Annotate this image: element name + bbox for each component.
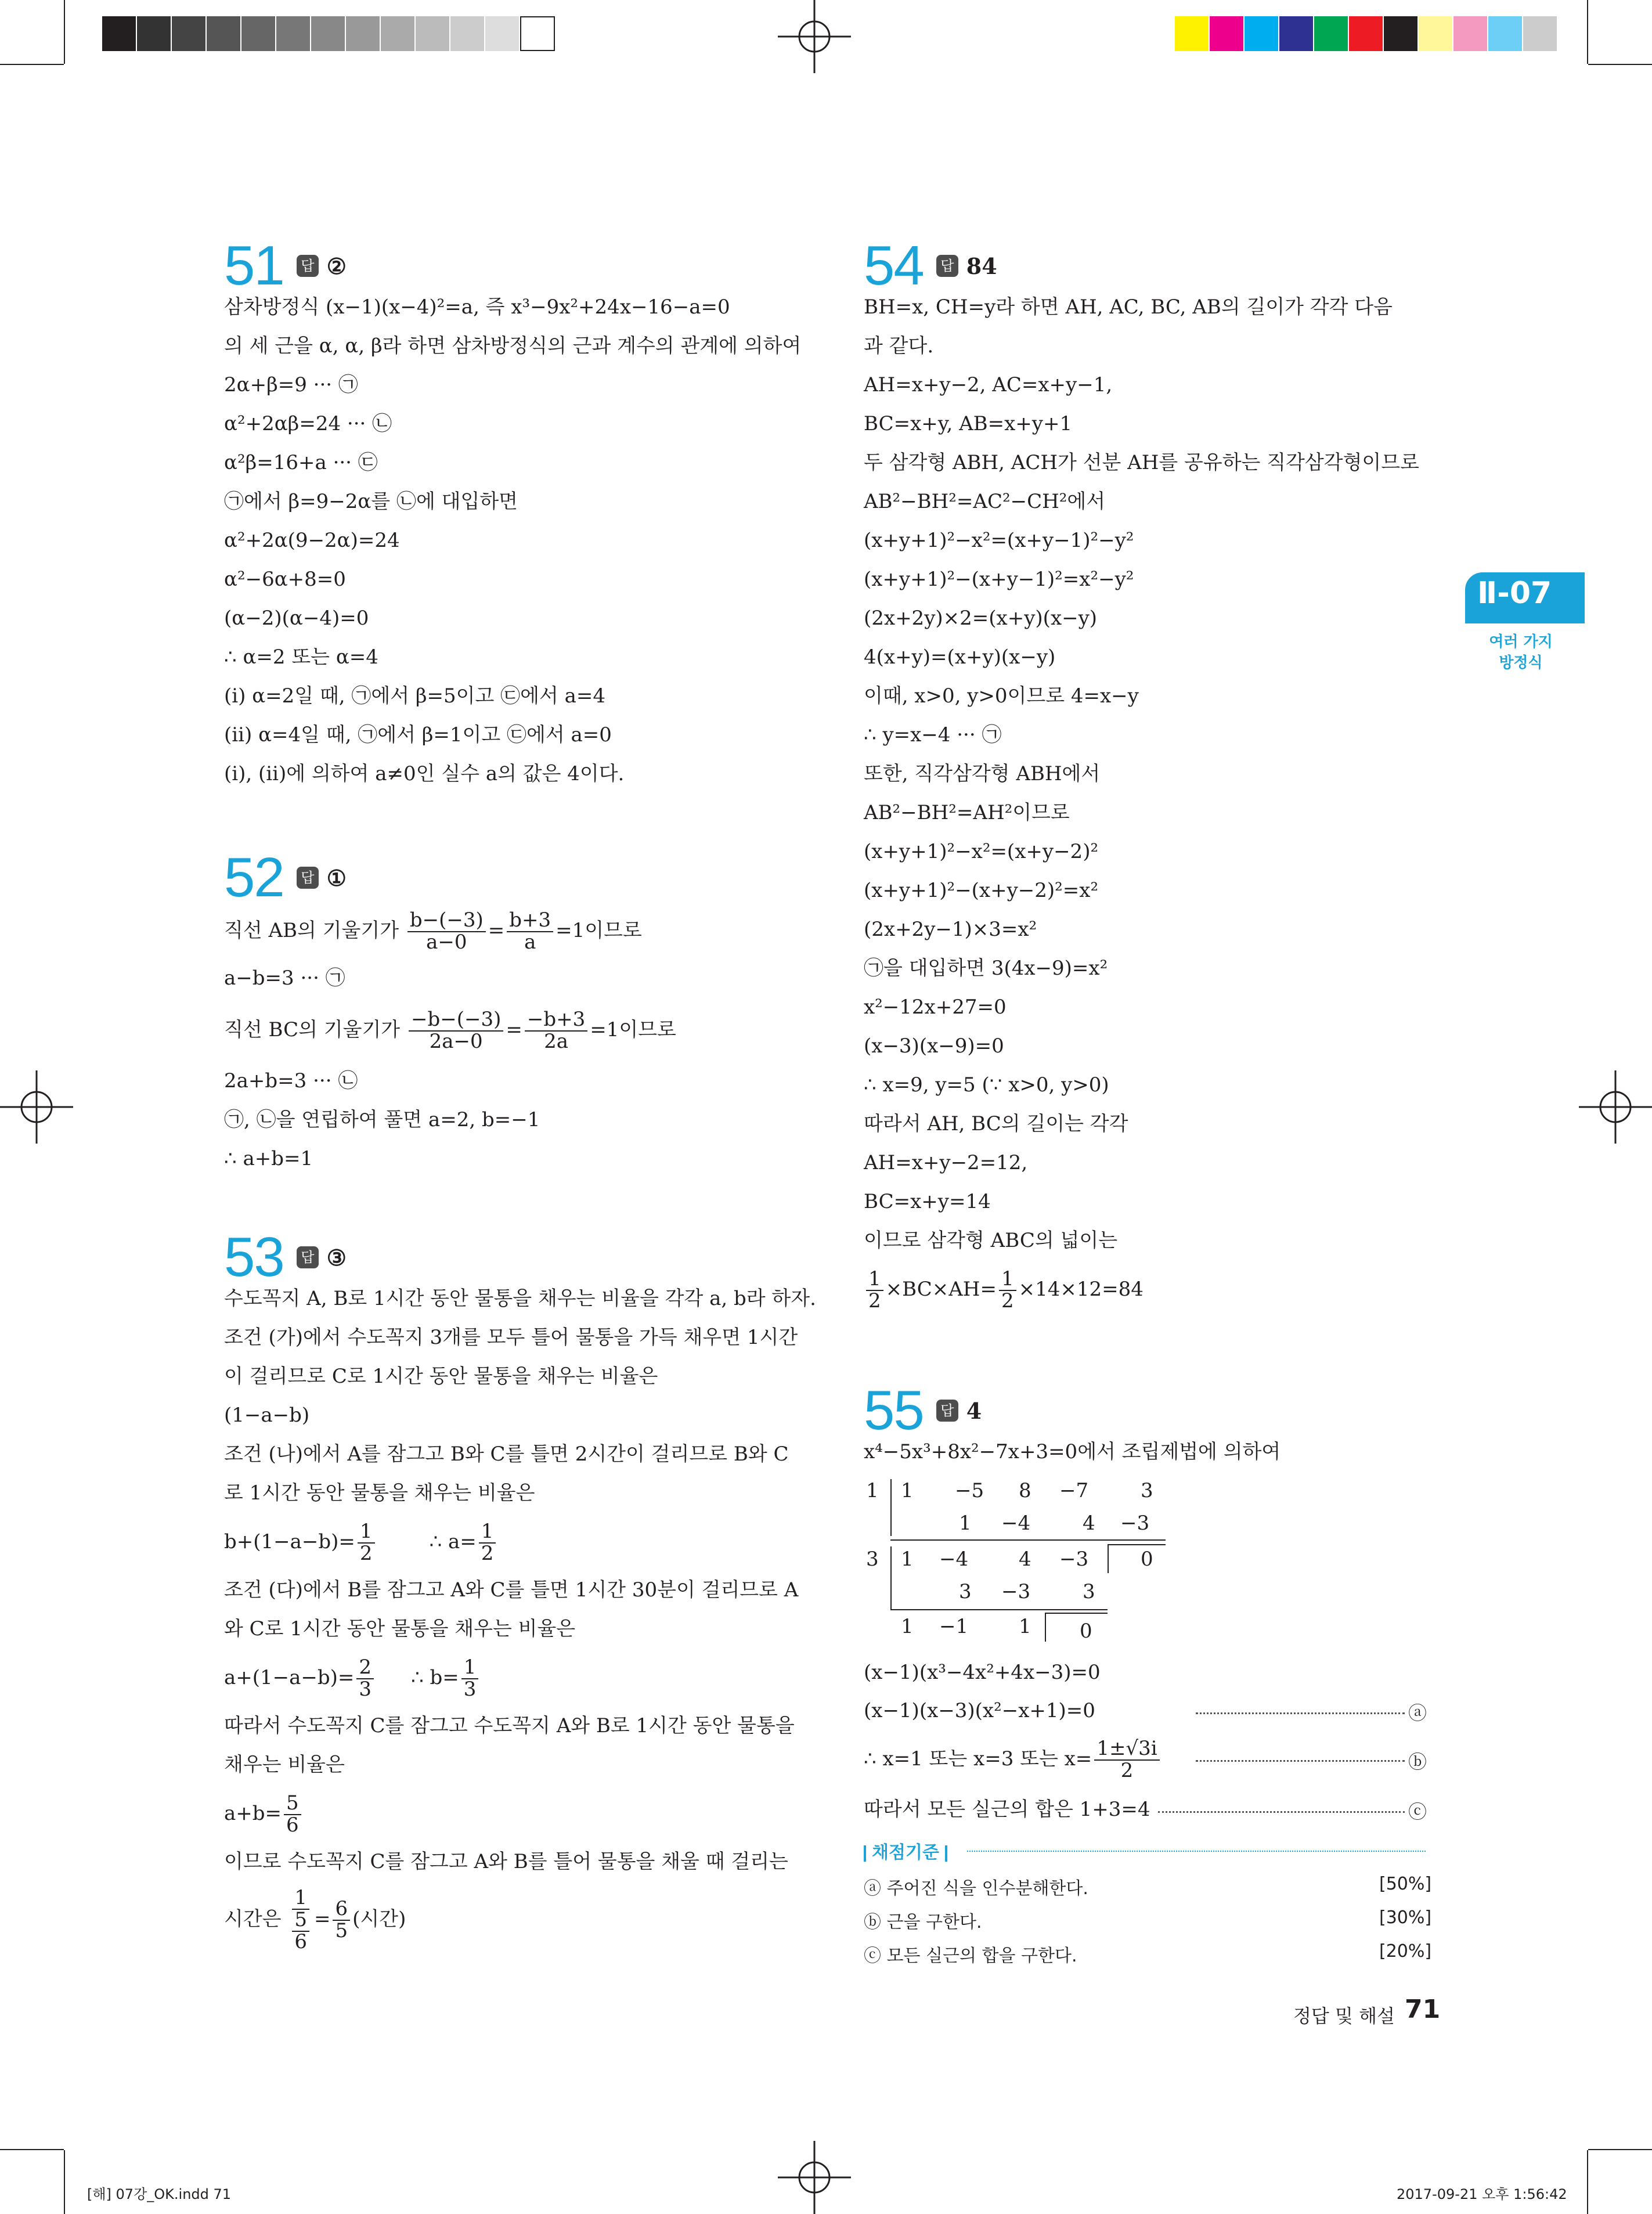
criteria-divider <box>967 1851 1426 1852</box>
problem-number: 51 <box>224 235 284 297</box>
criteria-item: ⓐ 주어진 식을 인수분해한다. <box>864 1878 1088 1899</box>
color-swatch <box>1523 16 1558 51</box>
solution-line: (2x+2y−1)×3=x² <box>864 918 1037 941</box>
criteria-item: ⓒ 모든 실근의 합을 구한다. <box>864 1946 1077 1966</box>
problem-52 <box>224 846 816 1178</box>
fraction: $\frac{-b-(-3)}{2a-0}$ <box>409 1009 503 1052</box>
solution-line: 와 C로 1시간 동안 물통을 채우는 비율은 <box>224 1617 576 1640</box>
crop-mark <box>1587 2150 1588 2214</box>
dotted-leader <box>1196 1760 1405 1762</box>
chapter-tab-label: Ⅱ-07 <box>1477 576 1552 611</box>
color-swatch <box>1419 16 1453 51</box>
solution-line: (x−3)(x−9)=0 <box>864 1034 1004 1058</box>
gray-swatch <box>311 16 346 51</box>
solution-line: ∴ x=1 또는 x=3 또는 x= $\frac{1\pm√3i}{2}$ <box>864 1730 1162 1788</box>
fraction: $\frac{-b+3}{2a}$ <box>525 1009 587 1052</box>
solution-line: 두 삼각형 ABH, ACH가 선분 AH를 공유하는 직각삼각형이므로 <box>864 451 1419 474</box>
fraction: $\frac{b+3}{a}$ <box>507 910 553 953</box>
solution-line: ∴ a+b=1 <box>224 1147 313 1170</box>
crop-mark <box>0 2149 64 2150</box>
gray-swatch <box>520 16 555 51</box>
solution-line: (x+y+1)²−(x+y−2)²=x² <box>864 879 1099 902</box>
solution-line: 조건 (가)에서 수도꼭지 3개를 모두 틀어 물통을 가득 채우면 1시간 <box>224 1326 798 1349</box>
solution-line: 또한, 직각삼각형 ABH에서 <box>864 762 1101 785</box>
solution-line: a+(1−a−b)= $\frac{2}{3}$ ∴ b= $\frac{1}{3}$ <box>224 1649 816 1707</box>
solution-line: (α−2)(α−4)=0 <box>224 607 369 630</box>
grading-mark-c: ⓒ <box>1408 1801 1427 1823</box>
solution-line: BC=x+y, AB=x+y+1 <box>864 412 1073 435</box>
solution-line: ㉠에서 β=9−2α를 ㉡에 대입하면 <box>224 490 518 513</box>
gray-swatch <box>485 16 520 51</box>
registration-mark-bottom <box>778 2141 851 2214</box>
color-swatch <box>1384 16 1419 51</box>
gray-swatch <box>241 16 276 51</box>
chapter-label-line2: 방정식 <box>1499 654 1543 672</box>
crop-mark <box>64 2150 65 2214</box>
criteria-score: [50%] <box>1379 1874 1432 1894</box>
solution-line: 로 1시간 동안 물통을 채우는 비율은 <box>224 1481 535 1505</box>
problem-number: 54 <box>864 235 924 297</box>
solution-line: AH=x+y−2, AC=x+y−1, <box>864 373 1113 396</box>
problem-header <box>864 1379 1433 1441</box>
solution-line: (ⅰ) α=2일 때, ㉠에서 β=5이고 ㉢에서 a=4 <box>224 684 606 708</box>
crop-mark <box>1588 2149 1652 2150</box>
registration-mark-left <box>0 1070 73 1144</box>
solution-line: (ⅰ), (ⅱ)에 의하여 a≠0인 실수 a의 값은 4이다. <box>224 762 625 785</box>
dotted-leader <box>1158 1811 1405 1813</box>
solution-line: a+b= $\frac{5}{6}$ <box>224 1784 816 1842</box>
fraction: $\frac{1\pm√3i}{2}$ <box>1094 1739 1159 1781</box>
problem-header <box>224 237 816 295</box>
solution-line: x⁴−5x³+8x²−7x+3=0에서 조립제법에 의하여 <box>864 1440 1281 1463</box>
solution-line: 이므로 삼각형 ABC의 넓이는 <box>864 1229 1118 1252</box>
problem-header <box>224 1228 816 1286</box>
solution-line: AB²−BH²=AC²−CH²에서 <box>864 490 1106 513</box>
solution-line: BC=x+y=14 <box>864 1190 991 1213</box>
fraction: $\frac{b-(-3)}{a-0}$ <box>407 910 486 953</box>
fraction: $\frac{5}{6}$ <box>284 1793 301 1836</box>
solution-line: (ⅱ) α=4일 때, ㉠에서 β=1이고 ㉢에서 a=0 <box>224 723 612 747</box>
page-number: 71 <box>1405 1995 1441 2024</box>
answer-badge: 답 <box>297 1246 319 1268</box>
solution-line: 의 세 근을 α, α, β라 하면 삼차방정식의 근과 계수의 관계에 의하여 <box>224 334 802 358</box>
gray-swatch <box>381 16 416 51</box>
solution-line: ∴ α=2 또는 α=4 <box>224 646 378 669</box>
color-bar <box>1175 16 1558 51</box>
solution-line: 이므로 수도꼭지 C를 잠그고 A와 B를 틀어 물통을 채울 때 걸리는 <box>224 1850 788 1873</box>
solution-line: α²+2α(9−2α)=24 <box>224 529 400 552</box>
solution-line: 따라서 모든 실근의 합은 1+3=4 <box>864 1798 1150 1821</box>
gray-swatch <box>346 16 381 51</box>
problem-header <box>224 846 816 908</box>
gray-swatch <box>276 16 311 51</box>
fraction: $\frac{1}{2}$ <box>479 1521 496 1564</box>
solution-line: ㉠, ㉡을 연립하여 풀면 a=2, b=−1 <box>224 1108 540 1131</box>
solution-line: 2a+b=3 ··· ㉡ <box>224 1069 358 1092</box>
problem-header <box>864 237 1456 295</box>
solution-line: 삼차방정식 (x−1)(x−4)²=a, 즉 x³−9x²+24x−16−a=0 <box>224 295 730 319</box>
solution-line: α²+2αβ=24 ··· ㉡ <box>224 412 392 435</box>
answer-badge: 답 <box>936 255 958 277</box>
solution-line: (x+y+1)²−x²=(x+y−1)²−y² <box>864 529 1134 552</box>
solution-line: 수도꼭지 A, B로 1시간 동안 물통을 채우는 비율을 각각 a, b라 하자. <box>224 1287 816 1310</box>
color-swatch <box>1210 16 1245 51</box>
crop-mark <box>64 0 65 64</box>
solution-line: AH=x+y−2=12, <box>864 1151 1028 1174</box>
complex-fraction: $\frac{1}{\frac{5}{6}}$ <box>290 1888 312 1952</box>
fraction: $\frac{1}{3}$ <box>461 1657 479 1700</box>
solution-line: 따라서 수도꼭지 C를 잠그고 수도꼭지 A와 B로 1시간 동안 물통을 <box>224 1714 795 1737</box>
gray-swatch <box>172 16 207 51</box>
solution-line: 이때, x>0, y>0이므로 4=x−y <box>864 684 1139 708</box>
print-file-name: [해] 07강_OK.indd 71 <box>87 2186 232 2202</box>
fraction: $\frac{2}{3}$ <box>356 1657 374 1700</box>
color-swatch <box>1279 16 1314 51</box>
solution-line: AB²−BH²=AH²이므로 <box>864 801 1070 824</box>
problem-number: 55 <box>864 1379 924 1441</box>
solution-line: (1−a−b) <box>224 1404 310 1427</box>
solution-line: 4(x+y)=(x+y)(x−y) <box>864 646 1056 669</box>
solution-line: ∴ y=x−4 ··· ㉠ <box>864 723 1002 747</box>
print-timestamp: 2017-09-21 오후 1:56:42 <box>1397 2186 1567 2202</box>
solution-line: 2α+β=9 ··· ㉠ <box>224 373 358 396</box>
solution-line: (2x+2y)×2=(x+y)(x−y) <box>864 607 1098 630</box>
registration-mark-top <box>778 0 851 73</box>
gray-swatch <box>416 16 450 51</box>
solution-line: (x+y+1)²−x²=(x+y−2)² <box>864 840 1099 863</box>
solution-line: (x+y+1)²−(x+y−1)²=x²−y² <box>864 568 1134 591</box>
solution-line: 채우는 비율은 <box>224 1753 345 1776</box>
color-swatch <box>1349 16 1384 51</box>
solution-line: 조건 (다)에서 B를 잠그고 A와 C를 틀면 1시간 30분이 걸리므로 A <box>224 1578 799 1602</box>
answer-badge: 답 <box>297 867 319 889</box>
answer-value: ③ <box>326 1244 347 1271</box>
fraction: $\frac{1}{2}$ <box>866 1269 883 1311</box>
grading-mark-a: ⓐ <box>1408 1702 1427 1724</box>
criteria-title: 채점기준 <box>864 1838 947 1863</box>
color-swatch <box>1453 16 1488 51</box>
solution-line: (x−1)(x−3)(x²−x+1)=0 <box>864 1699 1095 1722</box>
problem-55 <box>864 1379 1433 1472</box>
answer-value: 84 <box>966 253 997 279</box>
solution-line: 따라서 AH, BC의 길이는 각각 <box>864 1112 1128 1135</box>
solution-line: x²−12x+27=0 <box>864 996 1007 1019</box>
solution-line: ∴ x=9, y=5 (∵ x>0, y>0) <box>864 1073 1109 1097</box>
color-swatch <box>1245 16 1279 51</box>
criteria-item: ⓑ 근을 구한다. <box>864 1912 982 1932</box>
solution-line: 조건 (나)에서 A를 잠그고 B와 C를 틀면 2시간이 걸리므로 B와 C <box>224 1443 789 1466</box>
solution-line: BH=x, CH=y라 하면 AH, AC, BC, AB의 길이가 각각 다음 <box>864 295 1393 319</box>
gray-swatch <box>450 16 485 51</box>
problem-51 <box>224 237 816 794</box>
answer-value: ① <box>326 864 347 891</box>
crop-mark <box>1587 0 1588 64</box>
solution-line: (x−1)(x³−4x²+4x−3)=0 <box>864 1661 1101 1684</box>
solution-line: α²β=16+a ··· ㉢ <box>224 451 378 474</box>
answer-value: 4 <box>966 1397 982 1424</box>
registration-mark-right <box>1579 1070 1652 1144</box>
crop-mark <box>0 64 64 65</box>
answer-badge: 답 <box>936 1400 958 1422</box>
solution-line: 직선 BC의 기울기가 $\frac{-b-(-3)}{2a-0}$ = $\frac{-b+3}{2a}$ =1이므로 <box>224 1008 676 1053</box>
criteria-score: [20%] <box>1379 1941 1432 1961</box>
problem-number: 53 <box>224 1226 284 1288</box>
problem-53 <box>224 1228 816 1957</box>
solution-line: ㉠을 대입하면 3(4x−9)=x² <box>864 957 1108 980</box>
fraction: $\frac{1}{2}$ <box>999 1269 1016 1311</box>
solution-line: 이 걸리므로 C로 1시간 동안 물통을 채우는 비율은 <box>224 1365 658 1388</box>
chapter-label-line1: 여러 가지 <box>1489 633 1553 651</box>
grading-mark-b: ⓑ <box>1408 1751 1427 1773</box>
fraction: $\frac{1}{2}$ <box>358 1521 375 1564</box>
answer-value: ② <box>326 253 347 279</box>
solution-line: a−b=3 ··· ㉠ <box>224 967 345 990</box>
dotted-leader <box>1196 1712 1405 1714</box>
gray-swatch <box>137 16 172 51</box>
grayscale-bar <box>102 16 555 51</box>
solution-line: 시간은 $\frac{1}{\frac{5}{6}}$ = $\frac{6}{5}$ (시간) <box>224 1886 406 1953</box>
color-swatch <box>1314 16 1349 51</box>
solution-line: b+(1−a−b)= $\frac{1}{2}$ ∴ a= $\frac{1}{2}$ <box>224 1513 816 1571</box>
crop-mark <box>1588 64 1652 65</box>
solution-line: 직선 AB의 기울기가 $\frac{b-(-3)}{a-0}$ = $\frac{b+3}{a}$ =1이므로 <box>224 908 642 954</box>
solution-line: α²−6α+8=0 <box>224 568 346 591</box>
footer-label: 정답 및 해설 <box>1293 2005 1395 2027</box>
answer-badge: 답 <box>297 255 319 277</box>
solution-line: $\frac{1}{2}$ ×BC×AH= $\frac{1}{2}$ ×14×12=84 <box>864 1260 1456 1318</box>
solution-line: 과 같다. <box>864 334 934 358</box>
gray-swatch <box>102 16 137 51</box>
problem-number: 52 <box>224 846 284 908</box>
fraction: $\frac{6}{5}$ <box>333 1899 350 1941</box>
color-swatch <box>1175 16 1210 51</box>
gray-swatch <box>207 16 241 51</box>
criteria-score: [30%] <box>1379 1907 1432 1928</box>
problem-54 <box>864 237 1456 1318</box>
color-swatch <box>1488 16 1523 51</box>
